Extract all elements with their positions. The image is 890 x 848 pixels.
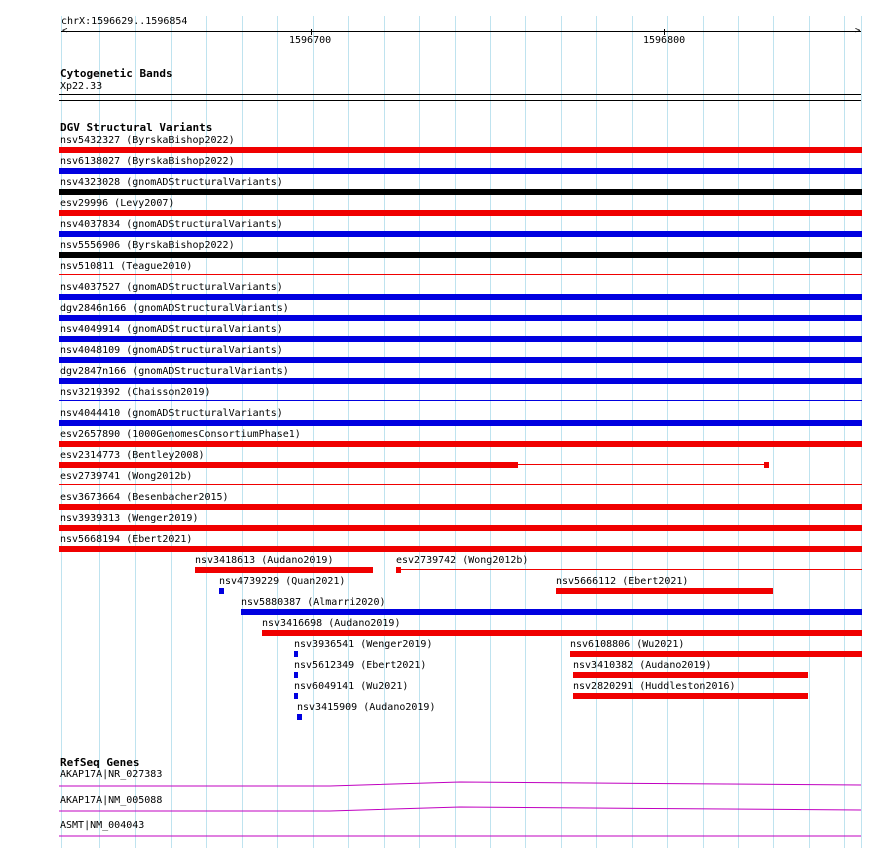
ruler-right-arrow: > <box>855 26 861 36</box>
ruler-left-arrow: < <box>62 26 68 36</box>
variant-label[interactable]: nsv3416698 (Audano2019) <box>262 618 401 629</box>
gene-label[interactable]: ASMT|NM_004043 <box>60 820 145 831</box>
cytoband-label: Xp22.33 <box>60 81 103 92</box>
gene-line-akap17a-nr <box>59 782 861 786</box>
variant-label[interactable]: nsv4049914 (gnomADStructuralVariants) <box>60 324 283 335</box>
variant-label[interactable]: nsv3939313 (Wenger2019) <box>60 513 199 524</box>
variant-label[interactable]: nsv5556906 (ByrskaBishop2022) <box>60 240 235 251</box>
variant-label[interactable]: nsv4739229 (Quan2021) <box>219 576 346 587</box>
variant-label[interactable]: nsv6049141 (Wu2021) <box>294 681 409 692</box>
variant-label[interactable]: nsv3936541 (Wenger2019) <box>294 639 433 650</box>
variant-label[interactable]: nsv4048109 (gnomADStructuralVariants) <box>60 345 283 356</box>
variant-label[interactable]: nsv3418613 (Audano2019) <box>195 555 334 566</box>
ruler-tick-label: 1596800 <box>643 35 686 46</box>
variant-label[interactable]: esv3673664 (Besenbacher2015) <box>60 492 229 503</box>
variant-label[interactable]: esv2657890 (1000GenomesConsortiumPhase1) <box>60 429 301 440</box>
track-title-refseq: RefSeq Genes <box>60 756 140 769</box>
gene-label[interactable]: AKAP17A|NR_027383 <box>60 769 163 780</box>
variant-label[interactable]: nsv3219392 (Chaisson2019) <box>60 387 211 398</box>
variant-label[interactable]: esv2739742 (Wong2012b) <box>396 555 529 566</box>
variant-label[interactable]: nsv2820291 (Huddleston2016) <box>573 681 736 692</box>
variant-label[interactable]: nsv5668194 (Ebert2021) <box>60 534 193 545</box>
track-title-dgv: DGV Structural Variants <box>60 121 213 134</box>
variant-label[interactable]: esv2739741 (Wong2012b) <box>60 471 193 482</box>
variant-label[interactable]: nsv5880387 (Almarri2020) <box>241 597 386 608</box>
variant-label[interactable]: esv2314773 (Bentley2008) <box>60 450 205 461</box>
variant-label[interactable]: nsv5432327 (ByrskaBishop2022) <box>60 135 235 146</box>
variant-label[interactable]: nsv5612349 (Ebert2021) <box>294 660 427 671</box>
ruler-tick-label: 1596700 <box>289 35 332 46</box>
variant-label[interactable]: nsv6108806 (Wu2021) <box>570 639 685 650</box>
gene-label[interactable]: AKAP17A|NM_005088 <box>60 795 163 806</box>
variant-label[interactable]: nsv4323028 (gnomADStructuralVariants) <box>60 177 283 188</box>
gene-line-akap17a-nm <box>59 807 861 811</box>
variant-label[interactable]: nsv510811 (Teague2010) <box>60 261 193 272</box>
variant-label[interactable]: nsv3410382 (Audano2019) <box>573 660 712 671</box>
track-title-cytogenetic: Cytogenetic Bands <box>60 67 173 80</box>
variant-label[interactable]: nsv4037527 (gnomADStructuralVariants) <box>60 282 283 293</box>
variant-label[interactable]: nsv4037834 (gnomADStructuralVariants) <box>60 219 283 230</box>
variant-label[interactable]: nsv5666112 (Ebert2021) <box>556 576 689 587</box>
variant-label[interactable]: nsv6138027 (ByrskaBishop2022) <box>60 156 235 167</box>
ruler-location: chrX:1596629..1596854 <box>61 16 188 27</box>
variant-label[interactable]: nsv4044410 (gnomADStructuralVariants) <box>60 408 283 419</box>
variant-label[interactable]: nsv3415909 (Audano2019) <box>297 702 436 713</box>
variant-label[interactable]: dgv2846n166 (gnomADStructuralVariants) <box>60 303 289 314</box>
variant-label[interactable]: dgv2847n166 (gnomADStructuralVariants) <box>60 366 289 377</box>
variant-label[interactable]: esv29996 (Levy2007) <box>60 198 175 209</box>
